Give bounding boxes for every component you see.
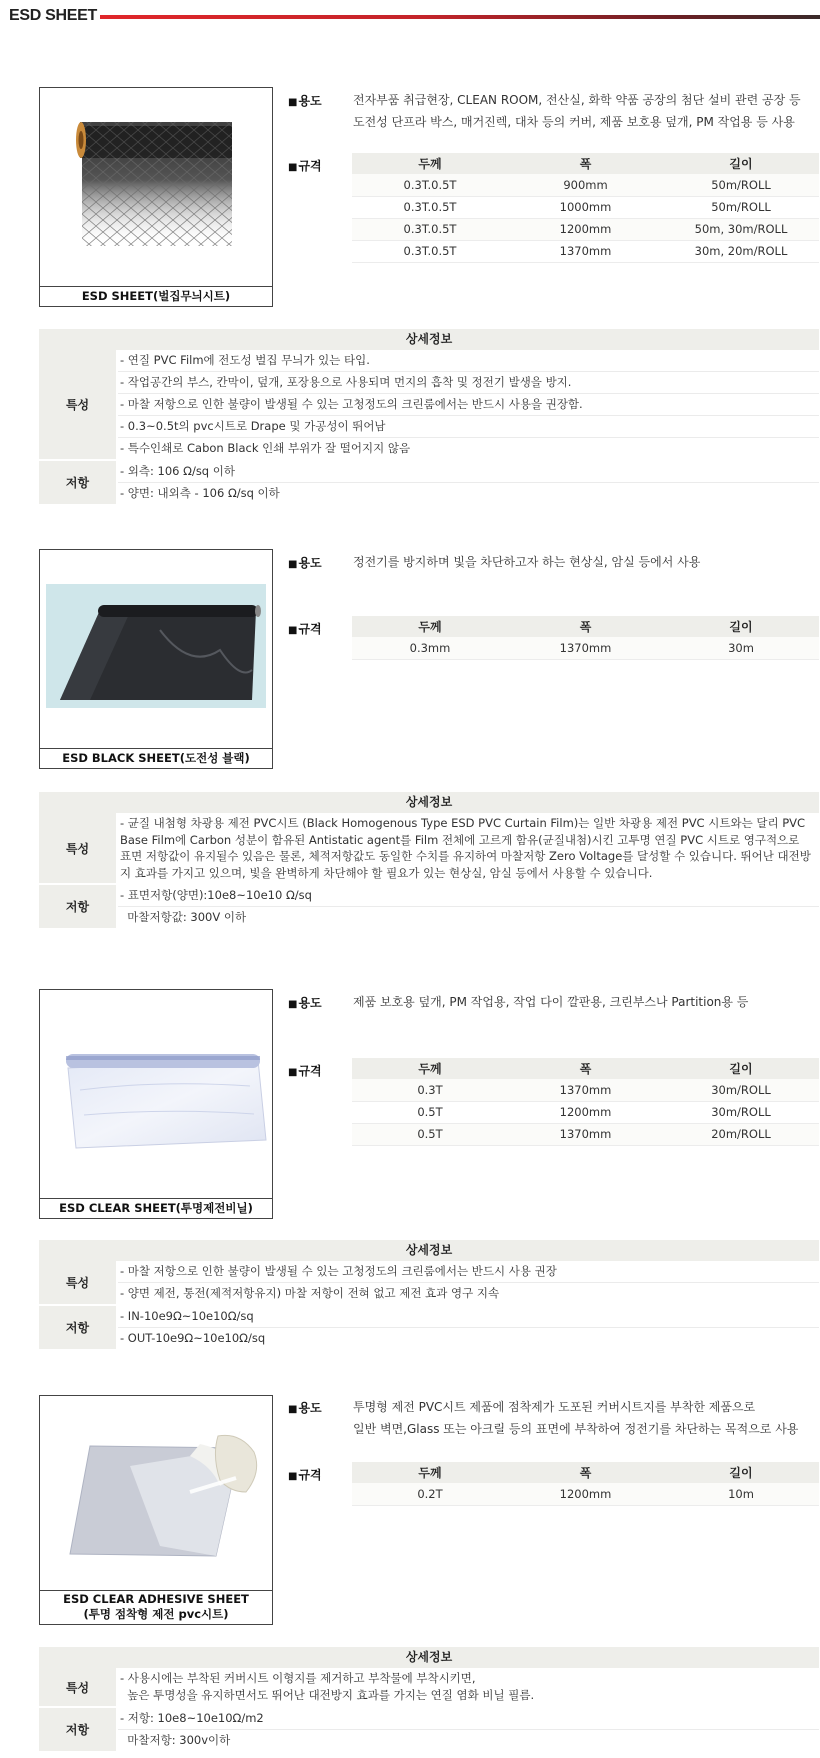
resistance-row: [39, 1306, 819, 1351]
table-row: [352, 1079, 819, 1101]
feature-row: [39, 1668, 819, 1708]
product-image-frame: [39, 549, 273, 769]
feature-line: 높은 투명성을 유지하면서도 뛰어난 대전방지 효과를 가지는 연질 염화 비닐 필름.: [120, 1688, 535, 1702]
feature-row: [39, 350, 819, 461]
table-row: [352, 1123, 819, 1145]
spec-cell: 50m, 30m/ROLL: [663, 218, 819, 240]
resistance-label: 저항: [39, 885, 116, 928]
resistance-line: 마찰저항값: 300V 이하: [120, 910, 247, 924]
resistance-row: [39, 461, 819, 506]
feature-line: - 균질 내첨형 차광용 제전 PVC시트 (Black Homogenous Type ESD PVC Curtain Film)는 일반 차광용 제전 PVC 시트와는 달리 PVC Base Film에 Carbon 성분이 함유된 Antistatic agent를 Film 전체에 고르게 함유(균질내첨)시킨 고투명 연질 PVC 시트로 영구적으로 표면 저항값이 유지될수 있음은 물론, 체적저항값도 동일한 수치를 유지하여 마찰저항 Zero Voltage를 달성할 수 있습니다. 뛰어난 대전방지 효과를 가지고 있으며, 빛을 완벽하게 차단해야 할 필요가 있는 현상실, 암실 등에서 사용할 수 있습니다.: [120, 816, 811, 880]
product-caption-line: (투명 점착형 제전 pvc시트): [83, 1607, 229, 1621]
spec-header-row: [352, 1058, 819, 1079]
product-caption: ESD SHEET(벌집무늬시트): [40, 286, 272, 306]
spec-cell: 0.5T: [352, 1101, 508, 1123]
spec-header-length: 길이: [663, 1462, 819, 1483]
resistance-label: 저항: [39, 1708, 116, 1751]
usage-line: 투명형 제전 PVC시트 제품에 점착제가 도포된 커버시트지를 부착한 제품으로: [353, 1400, 756, 1414]
spec-header-thickness: 두께: [352, 1462, 508, 1483]
resistance-label: 저항: [39, 461, 116, 504]
resistance-label: 저항: [39, 1306, 116, 1349]
feature-line: - 마찰 저항으로 인한 불량이 발생될 수 있는 고청정도의 크린룸에서는 반드시 사용을 권장함.: [118, 394, 819, 416]
resistance-line: - IN-10e9Ω~10e10Ω/sq: [118, 1306, 819, 1328]
product-caption-line: ESD CLEAR ADHESIVE SHEET: [63, 1592, 249, 1606]
resistance-line: - 저항: 10e8~10e10Ω/m2: [118, 1708, 819, 1730]
spec-header-length: 길이: [663, 153, 819, 174]
detail-heading: 상세정보: [39, 1647, 819, 1668]
resistance-line: 마찰저항: 300v이하: [120, 1733, 231, 1747]
spec-label: ■ 규격: [288, 620, 322, 637]
feature-row: [39, 813, 819, 885]
detail-table: [39, 329, 819, 506]
feature-line: - 마찰 저항으로 인한 불량이 발생될 수 있는 고청정도의 크린룸에서는 반드시 사용 권장: [118, 1261, 819, 1283]
spec-cell: 30m/ROLL: [663, 1101, 819, 1123]
spec-cell: 0.3T.0.5T: [352, 174, 508, 196]
spec-header-thickness: 두께: [352, 153, 508, 174]
table-row: [352, 637, 819, 659]
spec-cell: 1200mm: [508, 1483, 663, 1505]
product-image-frame: [39, 87, 273, 307]
spec-table: [352, 1462, 819, 1506]
spec-cell: 30m/ROLL: [663, 1079, 819, 1101]
title-divider: [100, 15, 820, 19]
spec-cell: 0.2T: [352, 1483, 508, 1505]
feature-line: - 연질 PVC Film에 전도성 벌집 무늬가 있는 타입.: [118, 350, 819, 372]
table-row: [352, 1483, 819, 1505]
feature-line: - 0.3~0.5t의 pvc시트로 Drape 및 가공성이 뛰어남: [118, 416, 819, 438]
feature-label: 특성: [39, 1261, 116, 1304]
feature-label: 특성: [39, 813, 116, 883]
usage-text: [353, 991, 748, 1013]
spec-label: ■ 규격: [288, 1062, 322, 1079]
detail-table: [39, 1240, 819, 1351]
spec-cell: 50m/ROLL: [663, 196, 819, 218]
spec-label: ■ 규격: [288, 1466, 322, 1483]
table-row: [352, 196, 819, 218]
spec-cell: 20m/ROLL: [663, 1123, 819, 1145]
usage-line: 전자부품 취급현장, CLEAN ROOM, 전산실, 화학 약품 공장의 첨단 설비 관련 공장 등: [353, 93, 801, 107]
spec-cell: 1200mm: [508, 218, 663, 240]
spec-cell: 0.3T.0.5T: [352, 218, 508, 240]
spec-header-width: 폭: [508, 616, 663, 637]
spec-cell: 1370mm: [508, 637, 663, 659]
spec-header-thickness: 두께: [352, 616, 508, 637]
spec-cell: 0.3mm: [352, 637, 508, 659]
table-row: [352, 174, 819, 196]
spec-cell: 1370mm: [508, 1123, 663, 1145]
product-caption: ESD CLEAR SHEET(투명제전비닐): [40, 1198, 272, 1218]
usage-line: 일반 벽면,Glass 또는 아크릴 등의 표면에 부착하여 정전기를 차단하는 목적으로 사용: [353, 1422, 799, 1436]
page-title: ESD SHEET: [9, 7, 97, 24]
usage-text: [353, 1396, 798, 1440]
feature-label: 특성: [39, 350, 116, 459]
product-caption: ESD BLACK SHEET(도전성 블랙): [40, 748, 272, 768]
clear-roll-photo-icon: [40, 990, 272, 1200]
spec-cell: 900mm: [508, 174, 663, 196]
product-image-frame: [39, 1395, 273, 1625]
detail-table: [39, 1647, 819, 1753]
spec-cell: 1000mm: [508, 196, 663, 218]
feature-label: 특성: [39, 1668, 116, 1706]
spec-header-row: [352, 1462, 819, 1483]
feature-line: - 특수인쇄로 Cabon Black 인쇄 부위가 잘 떨어지지 않음: [120, 441, 411, 455]
spec-header-width: 폭: [508, 1462, 663, 1483]
spec-cell: 0.3T: [352, 1079, 508, 1101]
honeycomb-roll-photo-icon: [40, 88, 272, 288]
usage-label: ■ 용도: [288, 994, 322, 1011]
spec-cell: 30m, 20m/ROLL: [663, 240, 819, 262]
detail-heading: 상세정보: [39, 792, 819, 813]
spec-table: [352, 1058, 819, 1146]
table-row: [352, 218, 819, 240]
spec-cell: 1370mm: [508, 1079, 663, 1101]
resistance-line: - 양면: 내외측 - 106 Ω/sq 이하: [120, 486, 280, 500]
spec-cell: 30m: [663, 637, 819, 659]
table-row: [352, 240, 819, 262]
detail-heading: 상세정보: [39, 329, 819, 350]
table-row: [352, 1101, 819, 1123]
spec-cell: 0.3T.0.5T: [352, 240, 508, 262]
product-image-frame: [39, 989, 273, 1219]
spec-table: [352, 153, 819, 263]
spec-header-row: [352, 153, 819, 174]
usage-line: 제품 보호용 덮개, PM 작업용, 작업 다이 깔판용, 크린부스나 Partition용 등: [353, 995, 749, 1009]
spec-cell: 0.5T: [352, 1123, 508, 1145]
spec-cell: 1370mm: [508, 240, 663, 262]
adhesive-sheet-photo-icon: [40, 1396, 272, 1592]
feature-row: [39, 1261, 819, 1306]
feature-line: - 사용시에는 부착된 커버시트 이형지를 제거하고 부착물에 부착시키면,: [120, 1671, 476, 1685]
spec-cell: 0.3T.0.5T: [352, 196, 508, 218]
spec-header-row: [352, 616, 819, 637]
spec-header-length: 길이: [663, 616, 819, 637]
black-roll-photo-icon: [40, 550, 272, 750]
usage-text: [353, 551, 700, 573]
feature-line: - 작업공간의 부스, 칸막이, 덮개, 포장용으로 사용되며 먼지의 흡착 및 정전기 발생을 방지.: [118, 372, 819, 394]
detail-table: [39, 792, 819, 930]
product-caption: [40, 1590, 272, 1624]
detail-heading: 상세정보: [39, 1240, 819, 1261]
spec-header-thickness: 두께: [352, 1058, 508, 1079]
spec-table: [352, 616, 819, 660]
resistance-row: [39, 885, 819, 930]
spec-label: ■ 규격: [288, 157, 322, 174]
spec-header-width: 폭: [508, 1058, 663, 1079]
usage-line: 정전기를 방지하며 빛을 차단하고자 하는 현상실, 암실 등에서 사용: [353, 555, 701, 569]
spec-header-length: 길이: [663, 1058, 819, 1079]
usage-label: ■ 용도: [288, 554, 322, 571]
resistance-line: - 외측: 106 Ω/sq 이하: [118, 461, 819, 483]
usage-label: ■ 용도: [288, 92, 322, 109]
resistance-line: - 표면저항(양면):10e8~10e10 Ω/sq: [118, 885, 819, 907]
usage-text: [353, 89, 801, 133]
spec-cell: 10m: [663, 1483, 819, 1505]
resistance-line: - OUT-10e9Ω~10e10Ω/sq: [120, 1331, 266, 1345]
spec-cell: 50m/ROLL: [663, 174, 819, 196]
feature-line: - 양면 제전, 통전(제적저항유지) 마찰 저항이 전혀 없고 제전 효과 영구 지속: [120, 1286, 500, 1300]
usage-line: 도전성 단프라 박스, 매거진렉, 대차 등의 커버, 제품 보호용 덮개, PM 작업용 등 사용: [353, 115, 795, 129]
page-header: [0, 0, 820, 40]
usage-label: ■ 용도: [288, 1399, 322, 1416]
spec-cell: 1200mm: [508, 1101, 663, 1123]
resistance-row: [39, 1708, 819, 1753]
spec-header-width: 폭: [508, 153, 663, 174]
